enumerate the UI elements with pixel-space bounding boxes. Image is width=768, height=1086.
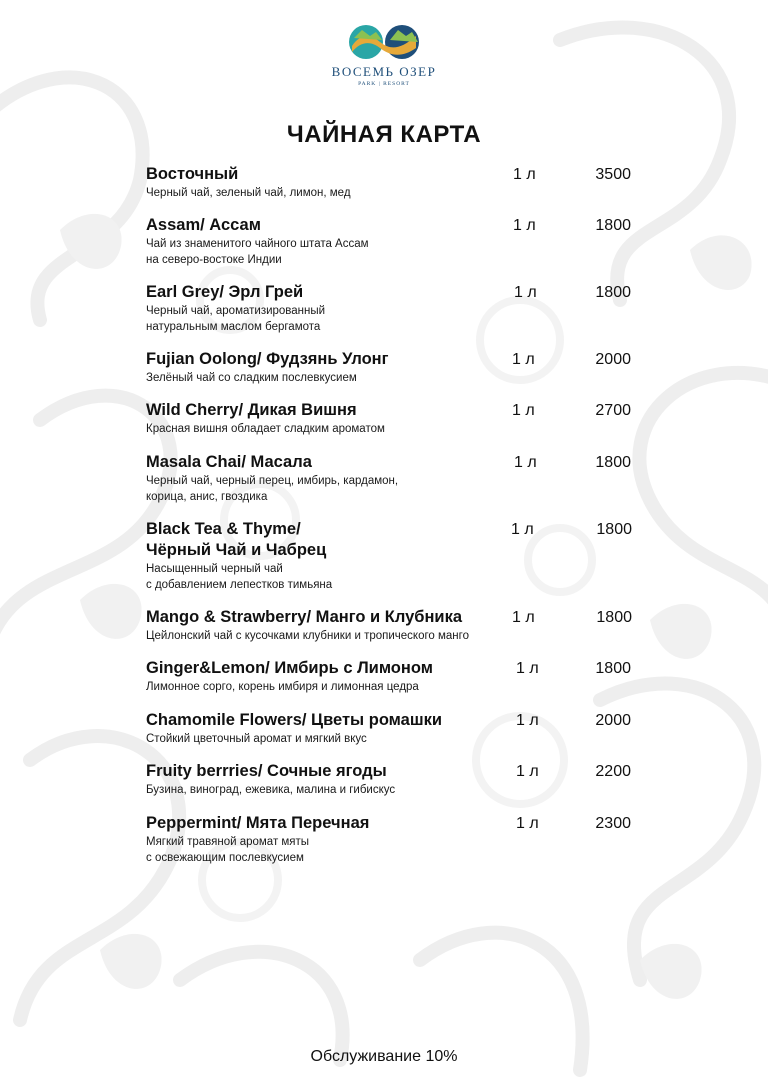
- item-name: Wild Cherry/ Дикая Вишня: [146, 401, 357, 419]
- brand-logo: [300, 22, 468, 87]
- item-volume: 1 л: [512, 609, 535, 626]
- item-description: с добавлением лепестков тимьяна: [146, 579, 333, 591]
- item-description: Насыщенный черный чай: [146, 563, 283, 575]
- item-description: Чай из знаменитого чайного штата Ассам: [146, 238, 369, 250]
- item-price: 2200: [595, 763, 631, 780]
- item-price: 2300: [595, 815, 631, 832]
- menu-item: [146, 519, 636, 593]
- menu-title: ЧАЙНАЯ КАРТА: [286, 121, 482, 148]
- menu-item: [146, 400, 636, 437]
- item-price: 1800: [596, 609, 632, 626]
- item-description: корица, анис, гвоздика: [146, 491, 268, 503]
- menu-item: [146, 349, 636, 386]
- item-description: Лимонное сорго, корень имбиря и лимонная цедра: [146, 681, 419, 693]
- item-description: натуральным маслом бергамота: [146, 321, 321, 333]
- item-name: Peppermint/ Мята Перечная: [146, 814, 370, 832]
- item-description: на северо-востоке Индии: [146, 254, 282, 266]
- menu-item: [146, 164, 636, 201]
- item-volume: 1 л: [512, 351, 535, 368]
- menu-item: [146, 761, 636, 798]
- item-volume: 1 л: [516, 815, 539, 832]
- item-price: 2000: [595, 351, 631, 368]
- item-name: Chamomile Flowers/ Цветы ромашки: [146, 711, 442, 729]
- item-description: Стойкий цветочный аромат и мягкий вкус: [146, 733, 367, 745]
- item-name: Mango & Strawberry/ Манго и Клубника: [146, 608, 462, 626]
- item-price: 1800: [595, 660, 631, 677]
- item-name: Fujian Oolong/ Фудзянь Улонг: [146, 350, 389, 368]
- item-name: Black Tea & Thyme/: [146, 520, 301, 538]
- menu-item: [146, 813, 636, 866]
- brand-subtitle: PARK | RESORT: [358, 81, 410, 87]
- item-name: Fruity berrries/ Сочные ягоды: [146, 762, 387, 780]
- item-volume: 1 л: [516, 763, 539, 780]
- menu-item: [146, 215, 636, 268]
- item-volume: 1 л: [511, 521, 534, 538]
- item-description: Черный чай, зеленый чай, лимон, мед: [146, 187, 351, 199]
- item-description: Зелёный чай со сладким послевкусием: [146, 372, 357, 384]
- item-name: Assam/ Ассам: [146, 216, 261, 234]
- menu-item: [146, 710, 636, 747]
- item-name: Masala Chai/ Масала: [146, 453, 312, 471]
- item-volume: 1 л: [513, 217, 536, 234]
- item-volume: 1 л: [512, 402, 535, 419]
- item-price: 1800: [596, 521, 632, 538]
- item-volume: 1 л: [516, 712, 539, 729]
- item-volume: 1 л: [513, 166, 536, 183]
- service-charge-note: Обслуживание 10%: [310, 1048, 458, 1065]
- item-name: Чёрный Чай и Чабрец: [146, 541, 327, 559]
- item-description: Цейлонский чай с кусочками клубники и тропического манго: [146, 630, 469, 642]
- item-name: Ginger&Lemon/ Имбирь с Лимоном: [146, 659, 433, 677]
- infinity-lakes-icon: [346, 22, 422, 62]
- item-volume: 1 л: [514, 454, 537, 471]
- item-name: Earl Grey/ Эрл Грей: [146, 283, 304, 301]
- item-price: 2700: [595, 402, 631, 419]
- item-description: Черный чай, черный перец, имбирь, кардамон,: [146, 475, 399, 487]
- item-description: Мягкий травяной аромат мяты: [146, 836, 310, 848]
- item-description: с освежающим послевкусием: [146, 852, 304, 864]
- item-volume: 1 л: [514, 284, 537, 301]
- item-price: 1800: [595, 217, 631, 234]
- item-price: 3500: [595, 166, 631, 183]
- item-price: 1800: [595, 284, 631, 301]
- item-volume: 1 л: [516, 660, 539, 677]
- brand-name: ВОСЕМЬ ОЗЕР: [331, 64, 437, 79]
- item-price: 2000: [595, 712, 631, 729]
- menu-item: [146, 452, 636, 505]
- item-name: Восточный: [146, 165, 239, 183]
- menu-item: [146, 282, 636, 335]
- item-description: Черный чай, ароматизированный: [146, 305, 326, 317]
- item-description: Красная вишня обладает сладким ароматом: [146, 423, 385, 435]
- menu-item: [146, 607, 636, 644]
- item-price: 1800: [595, 454, 631, 471]
- menu-item: [146, 658, 636, 695]
- item-description: Бузина, виноград, ежевика, малина и гибискус: [146, 784, 396, 796]
